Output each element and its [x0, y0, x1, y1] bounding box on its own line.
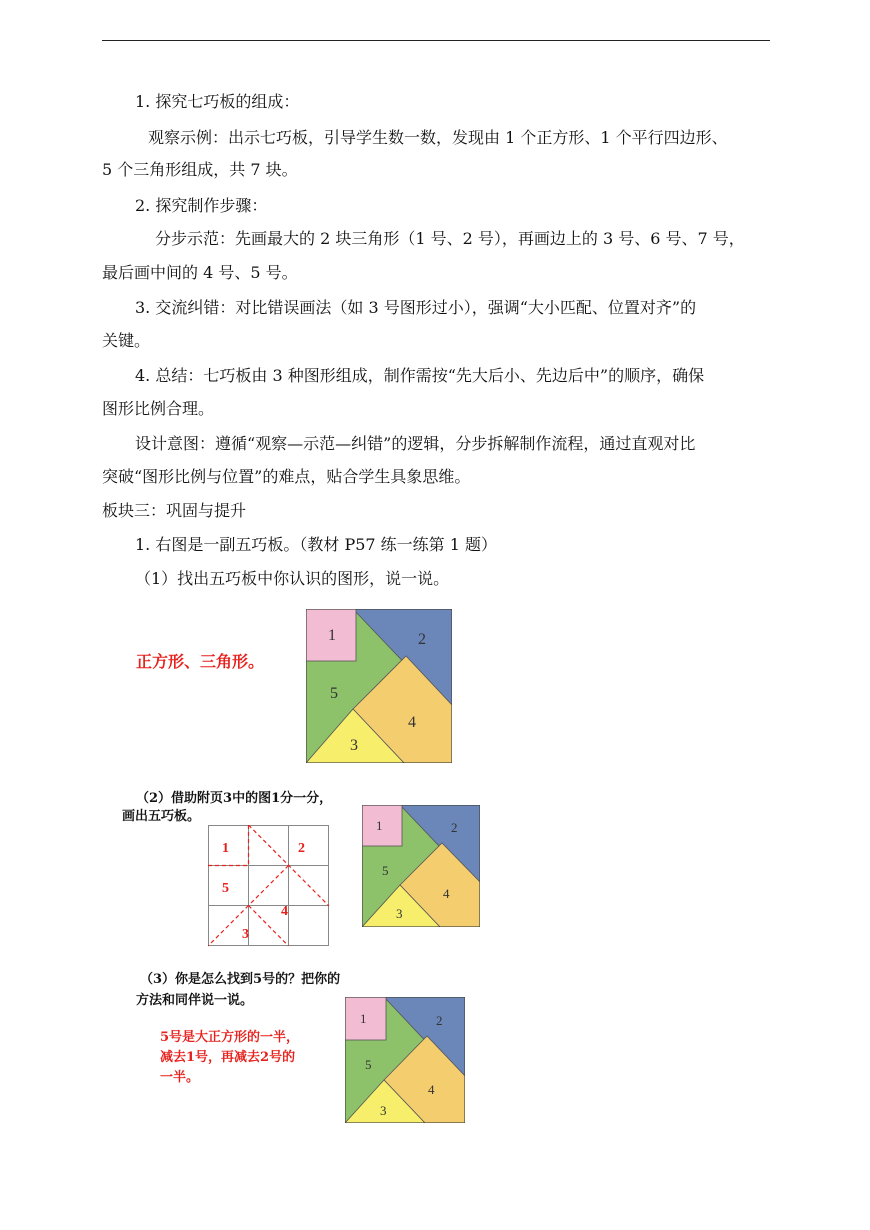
section-4-para-line2: 图形比例合理。	[102, 399, 215, 418]
grid-label-5: 5	[222, 881, 229, 896]
exercise-1-title: 1. 右图是一副五巧板。（教材 P57 练一练第 1 题）	[135, 535, 498, 554]
q2-line1: （2）借助附页3中的图1分一分，	[136, 791, 333, 806]
design-intent-line2: 突破“图形比例与位置”的难点，贴合学生具象思维。	[102, 467, 471, 486]
piece-label-2: 2	[418, 631, 426, 648]
piece-label-2: 2	[436, 1013, 443, 1028]
q2-line2: 画出五巧板。	[122, 809, 201, 824]
q1-answer: 正方形、三角形。	[136, 652, 265, 671]
five-piece-tangram-figure-2	[362, 805, 480, 927]
section-4-para-line1: 4. 总结：七巧板由 3 种图形组成，制作需按“先大后小、先边后中”的顺序，确保	[135, 366, 705, 385]
piece-label-4: 4	[408, 714, 416, 731]
grid-label-1: 1	[222, 841, 229, 856]
grid-label-3: 3	[242, 927, 249, 942]
section-2-title: 2. 探究制作步骤：	[135, 196, 268, 215]
piece-label-3: 3	[380, 1103, 387, 1118]
piece-label-3: 3	[350, 737, 358, 754]
q3-line2: 方法和同伴说一说。	[136, 993, 254, 1008]
piece-label-3: 3	[396, 906, 403, 921]
block-3-heading: 板块三：巩固与提升	[102, 501, 247, 520]
piece-label-4: 4	[428, 1082, 435, 1097]
section-1-title: 1. 探究七巧板的组成：	[135, 92, 300, 111]
five-piece-tangram-figure-1	[306, 609, 452, 763]
q3-answer-line2: 减去1号，再减去2号的	[160, 1050, 296, 1065]
design-intent-line1: 设计意图：遵循“观察—示范—纠错”的逻辑，分步拆解制作流程，通过直观对比	[135, 434, 696, 453]
piece-label-1: 1	[328, 627, 336, 644]
piece-label-5: 5	[330, 685, 338, 702]
five-piece-tangram-figure-3	[345, 997, 465, 1123]
header-rule	[102, 40, 770, 41]
section-1-para-line2: 5 个三角形组成，共 7 块。	[102, 160, 298, 179]
exercise-1-question-1: （1）找出五巧板中你认识的图形，说一说。	[135, 569, 450, 588]
piece-label-5: 5	[365, 1057, 372, 1072]
q3-answer-line3: 一半。	[160, 1070, 200, 1085]
section-3-para-line1: 3. 交流纠错：对比错误画法（如 3 号图形过小），强调“大小匹配、位置对齐”的	[135, 298, 697, 317]
grid-label-2: 2	[298, 841, 305, 856]
piece-label-4: 4	[443, 886, 450, 901]
section-3-para-line2: 关键。	[102, 331, 151, 350]
grid-division-diagram	[208, 825, 330, 947]
piece-label-5: 5	[382, 863, 389, 878]
q3-line1: （3）你是怎么找到5号的？把你的	[140, 972, 341, 987]
piece-label-2: 2	[451, 820, 458, 835]
q3-answer-line1: 5号是大正方形的一半，	[160, 1030, 300, 1045]
section-2-para-line2: 最后画中间的 4 号、5 号。	[102, 263, 298, 282]
piece-label-1: 1	[360, 1011, 367, 1026]
section-1-para-line1: 观察示例：出示七巧板，引导学生数一数，发现由 1 个正方形、1 个平行四边形、	[148, 128, 728, 147]
section-2-para-line1: 分步示范：先画最大的 2 块三角形（1 号、2 号），再画边上的 3 号、6 号、7 号，	[155, 229, 745, 248]
piece-label-1: 1	[376, 818, 383, 833]
grid-label-4: 4	[281, 904, 288, 919]
